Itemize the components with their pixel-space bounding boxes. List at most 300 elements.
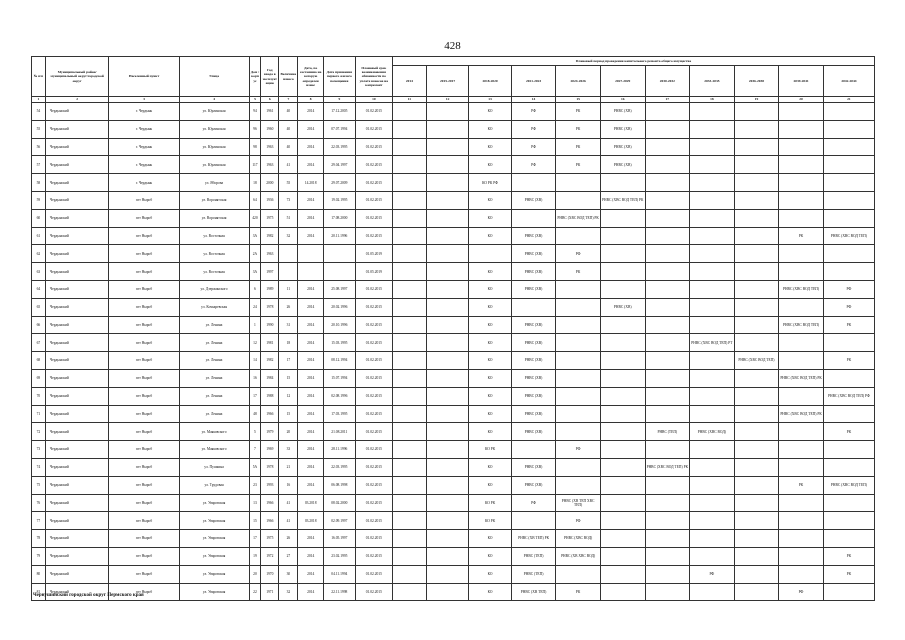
cell-period [734, 263, 779, 281]
cell-year: 1990 [261, 316, 279, 334]
cell-wear: 31 [279, 316, 298, 334]
cell-year: 1969 [261, 441, 279, 459]
cell-period: КО [469, 209, 511, 227]
cell-wear: 40 [279, 138, 298, 156]
cell-settlement: пгт Ныроб [109, 441, 179, 459]
cell-emergency-date: 06.08.1998 [323, 476, 355, 494]
cell-term: 01.02.2015 [355, 369, 392, 387]
cell-wear-date [298, 263, 323, 281]
cell-period: КО [469, 156, 511, 174]
cell-period [779, 512, 824, 530]
cell-period [392, 423, 426, 441]
table-row [32, 298, 875, 316]
cell-wear: 73 [279, 191, 298, 209]
table-row [32, 316, 875, 334]
cell-municipality: Чердынский [45, 369, 109, 387]
cell-period [690, 156, 735, 174]
cell-period: РФ [556, 245, 601, 263]
cell-period: РФ [511, 494, 556, 512]
cell-period [823, 245, 874, 263]
cell-period [823, 405, 874, 423]
cell-house: 5 [249, 423, 261, 441]
cell-period: РК [556, 156, 601, 174]
cell-year: 1975 [261, 209, 279, 227]
cell-period: КО РК [469, 512, 511, 530]
cell-period: КО [469, 369, 511, 387]
column-number: 1 [32, 97, 46, 103]
cell-wear-date: 2014 [298, 120, 323, 138]
cell-period [556, 405, 601, 423]
cell-year: 1963 [261, 156, 279, 174]
table-row [32, 138, 875, 156]
cell-period [779, 263, 824, 281]
cell-period [392, 565, 426, 583]
cell-wear-date: 2014 [298, 352, 323, 370]
cell-municipality: Чердынский [45, 352, 109, 370]
cell-house: 94 [249, 103, 261, 121]
cell-period [779, 530, 824, 548]
cell-period [690, 530, 735, 548]
cell-period [392, 316, 426, 334]
cell-house: 3А [249, 227, 261, 245]
cell-settlement: пгт Ныроб [109, 547, 179, 565]
cell-period: РК [556, 263, 601, 281]
cell-period [556, 352, 601, 370]
cell-period [556, 191, 601, 209]
cell-term: 01.02.2015 [355, 458, 392, 476]
cell-period [426, 494, 468, 512]
cell-settlement: г. Чердынь [109, 120, 179, 138]
column-number: 7 [279, 97, 298, 103]
cell-period [556, 476, 601, 494]
cell-period [645, 334, 690, 352]
cell-period [645, 138, 690, 156]
cell-wear-date: 14.2018 [298, 174, 323, 192]
cell-wear: 41 [279, 512, 298, 530]
cell-settlement: пгт Ныроб [109, 423, 179, 441]
cell-term: 01.02.2015 [355, 352, 392, 370]
cell-emergency-date: 23.02.1995 [323, 547, 355, 565]
header-period-3: 2021-2023 [511, 66, 556, 97]
cell-street: ул. Ленина [179, 334, 249, 352]
cell-period: РНВС (ХВС ВОД ТЕП) РК [600, 191, 645, 209]
cell-period [426, 174, 468, 192]
cell-period [645, 316, 690, 334]
cell-house: 7 [249, 441, 261, 459]
table-header [32, 57, 875, 103]
cell-year: 1982 [261, 227, 279, 245]
cell-period [823, 103, 874, 121]
cell-year: 1984 [261, 369, 279, 387]
cell-street: ул. Маяковского [179, 423, 249, 441]
cell-period [734, 476, 779, 494]
cell-house: 17 [249, 387, 261, 405]
cell-municipality: Чердынский [45, 280, 109, 298]
table-row [32, 227, 875, 245]
header-no: № п/п [32, 57, 46, 97]
cell-municipality: Чердынский [45, 512, 109, 530]
cell-period [779, 209, 824, 227]
cell-period [600, 263, 645, 281]
cell-municipality: Чердынский [45, 174, 109, 192]
cell-house: 96 [249, 120, 261, 138]
cell-period [690, 138, 735, 156]
cell-street: ул. Пушкина [179, 458, 249, 476]
cell-period [392, 494, 426, 512]
cell-period: РНВС (ХВ) [511, 458, 556, 476]
cell-emergency-date: 22.03.1995 [323, 138, 355, 156]
cell-period: КО РК [469, 441, 511, 459]
cell-period: РНВС (ХВС ВОД) [556, 530, 601, 548]
cell-period [392, 334, 426, 352]
cell-wear: 26 [279, 298, 298, 316]
cell-period: РК [823, 547, 874, 565]
cell-period [426, 103, 468, 121]
cell-period [823, 138, 874, 156]
cell-period [823, 156, 874, 174]
capital-repair-table [31, 56, 875, 601]
cell-period [469, 245, 511, 263]
column-number: 21 [823, 97, 874, 103]
cell-period: РНВС (ХВС ВОД ТЕП) [779, 316, 824, 334]
table-row [32, 565, 875, 583]
cell-period [556, 280, 601, 298]
cell-period: РНВС (ХВС ВОД ТЕП) [823, 227, 874, 245]
cell-year: 1982 [261, 352, 279, 370]
cell-period [426, 298, 468, 316]
cell-period: РНВС (ХВС ВОД ТЕП) РФ [823, 387, 874, 405]
cell-period [600, 387, 645, 405]
cell-emergency-date: 22.11.1998 [323, 583, 355, 601]
cell-period [600, 441, 645, 459]
cell-period: РНВС (ХВС ВОД ТЕП) РТ [690, 334, 735, 352]
cell-period: РНВС (ХВ) [600, 298, 645, 316]
cell-period [392, 245, 426, 263]
cell-period: РК [823, 352, 874, 370]
cell-house: 15 [249, 512, 261, 530]
cell-street: ул. Ленина [179, 352, 249, 370]
cell-house: 22 [249, 583, 261, 601]
cell-period [690, 369, 735, 387]
cell-period: РК [779, 476, 824, 494]
cell-term: 01.02.2015 [355, 334, 392, 352]
cell-period: КО [469, 530, 511, 548]
table-row [32, 494, 875, 512]
cell-period [426, 441, 468, 459]
cell-period [600, 334, 645, 352]
column-number: 16 [600, 97, 645, 103]
cell-period [392, 191, 426, 209]
cell-period [779, 245, 824, 263]
cell-emergency-date [323, 263, 355, 281]
cell-period: КО РК РФ [469, 174, 511, 192]
cell-term: 01.02.2015 [355, 441, 392, 459]
cell-year: 1966 [261, 494, 279, 512]
column-number: 11 [392, 97, 426, 103]
cell-wear-date: 03.2018 [298, 494, 323, 512]
cell-period: РНВС (ТЕП) [511, 565, 556, 583]
cell-period [645, 191, 690, 209]
table-row [32, 476, 875, 494]
cell-municipality: Чердынский [45, 245, 109, 263]
cell-wear-date [298, 245, 323, 263]
cell-municipality: Чердынский [45, 583, 109, 601]
cell-period [556, 227, 601, 245]
cell-period [779, 441, 824, 459]
table-row [32, 583, 875, 601]
cell-period: РФ [556, 441, 601, 459]
cell-term: 01.02.2015 [355, 583, 392, 601]
cell-period [392, 298, 426, 316]
cell-period [600, 530, 645, 548]
cell-period [511, 209, 556, 227]
cell-period [823, 494, 874, 512]
cell-wear: 11 [279, 280, 298, 298]
cell-period [392, 120, 426, 138]
cell-period [392, 583, 426, 601]
column-number: 6 [261, 97, 279, 103]
column-number: 14 [511, 97, 556, 103]
cell-period [600, 174, 645, 192]
cell-municipality: Чердынский [45, 103, 109, 121]
column-number: 13 [469, 97, 511, 103]
cell-wear: 33 [279, 441, 298, 459]
cell-municipality: Чердынский [45, 263, 109, 281]
cell-period [779, 547, 824, 565]
cell-period [823, 530, 874, 548]
cell-period: РК [556, 103, 601, 121]
cell-period [511, 174, 556, 192]
cell-period: РНВС (ХВС ВОД ТЕП) РК [779, 369, 824, 387]
cell-period [426, 405, 468, 423]
cell-period [734, 441, 779, 459]
cell-period [392, 280, 426, 298]
cell-period [426, 530, 468, 548]
cell-period: РНВС (ХВС ВОД ТЕП) [823, 476, 874, 494]
cell-house: 5А [249, 458, 261, 476]
cell-period [600, 547, 645, 565]
cell-settlement: пгт Ныроб [109, 565, 179, 583]
cell-period [690, 298, 735, 316]
cell-period: РНВС (ТЕП) [645, 423, 690, 441]
cell-settlement: пгт Ныроб [109, 476, 179, 494]
cell-period: КО [469, 316, 511, 334]
cell-municipality: Чердынский [45, 138, 109, 156]
cell-period [734, 103, 779, 121]
column-number: 9 [323, 97, 355, 103]
cell-wear-date: 2014 [298, 441, 323, 459]
table-row [32, 245, 875, 263]
table-row [32, 441, 875, 459]
cell-emergency-date: 22.03.1995 [323, 458, 355, 476]
cell-house: 2А [249, 245, 261, 263]
table-row [32, 387, 875, 405]
cell-period [600, 316, 645, 334]
cell-period: РНВС (ХВ) [511, 405, 556, 423]
cell-period: РК [823, 316, 874, 334]
cell-period [690, 263, 735, 281]
cell-year: 1978 [261, 298, 279, 316]
cell-street: ул. Восточная [179, 263, 249, 281]
cell-period: РК [823, 423, 874, 441]
cell-street: ул. Уваровская [179, 512, 249, 530]
cell-street: ул. Уваровская [179, 530, 249, 548]
cell-period [645, 547, 690, 565]
cell-period: РФ [511, 120, 556, 138]
cell-emergency-date: 16.05.1997 [323, 530, 355, 548]
cell-period: КО [469, 565, 511, 583]
cell-period [600, 245, 645, 263]
cell-house: 117 [249, 156, 261, 174]
cell-period [823, 458, 874, 476]
cell-wear: 27 [279, 547, 298, 565]
cell-period [556, 334, 601, 352]
cell-period [426, 138, 468, 156]
cell-period: РК [556, 138, 601, 156]
table-row [32, 120, 875, 138]
cell-no: 54 [32, 103, 46, 121]
cell-period: РК [556, 120, 601, 138]
cell-wear: 41 [279, 494, 298, 512]
cell-period [392, 263, 426, 281]
header-house: Дом / корпус [249, 57, 261, 97]
cell-wear: 32 [279, 227, 298, 245]
cell-period [779, 156, 824, 174]
cell-house: 98 [249, 138, 261, 156]
cell-term: 01.02.2015 [355, 512, 392, 530]
column-number: 17 [645, 97, 690, 103]
cell-period [779, 120, 824, 138]
header-wear: Величина износа [279, 57, 298, 97]
table-row [32, 280, 875, 298]
cell-term: 01.02.2015 [355, 174, 392, 192]
cell-period [779, 334, 824, 352]
cell-no: 57 [32, 156, 46, 174]
cell-period: РНВС (ХВ) [511, 334, 556, 352]
cell-period [690, 352, 735, 370]
cell-no: 66 [32, 316, 46, 334]
cell-no: 68 [32, 352, 46, 370]
cell-term: 01.05.2019 [355, 245, 392, 263]
cell-term: 01.02.2015 [355, 405, 392, 423]
cell-period [600, 494, 645, 512]
cell-period [734, 423, 779, 441]
cell-no: 56 [32, 138, 46, 156]
cell-period [426, 263, 468, 281]
cell-emergency-date: 02.09.1997 [323, 512, 355, 530]
cell-term: 01.02.2015 [355, 476, 392, 494]
cell-period [426, 120, 468, 138]
cell-no: 58 [32, 174, 46, 192]
cell-term: 01.02.2015 [355, 547, 392, 565]
cell-period: РНВС (ХВС ВОД) [690, 423, 735, 441]
cell-period [392, 476, 426, 494]
cell-period [392, 103, 426, 121]
cell-house: 24 [249, 298, 261, 316]
cell-period [556, 174, 601, 192]
cell-period: РК [823, 565, 874, 583]
cell-year: 1989 [261, 280, 279, 298]
cell-period [600, 512, 645, 530]
cell-house: 12 [249, 334, 261, 352]
cell-emergency-date: 17.03.1995 [323, 405, 355, 423]
cell-period: КО [469, 191, 511, 209]
cell-settlement: пгт Ныроб [109, 583, 179, 601]
cell-no: 67 [32, 334, 46, 352]
header-wear-date: Дата, по состоянию на которую определен износ [298, 57, 323, 97]
header-period-2: 2018-2020 [469, 66, 511, 97]
cell-period [645, 280, 690, 298]
table-row [32, 512, 875, 530]
cell-emergency-date: 02.08.1996 [323, 387, 355, 405]
cell-year: 1978 [261, 458, 279, 476]
cell-period: РФ [511, 103, 556, 121]
cell-period [779, 174, 824, 192]
cell-settlement: г. Чердынь [109, 174, 179, 192]
cell-period [600, 352, 645, 370]
cell-period: КО [469, 280, 511, 298]
cell-emergency-date: 07.07.1994 [323, 120, 355, 138]
cell-no: 72 [32, 423, 46, 441]
cell-period [734, 583, 779, 601]
cell-period: КО [469, 263, 511, 281]
cell-period [556, 298, 601, 316]
cell-no: 69 [32, 369, 46, 387]
cell-no: 80 [32, 565, 46, 583]
cell-period [600, 565, 645, 583]
cell-period [645, 512, 690, 530]
cell-period: РНВС (ХВ ХВС ВОД) [556, 547, 601, 565]
cell-period: РНВС (ХВ) [511, 263, 556, 281]
cell-period [690, 245, 735, 263]
cell-street: ул. Юрлинская [179, 156, 249, 174]
cell-period: КО РК [469, 494, 511, 512]
cell-wear: 21 [279, 458, 298, 476]
cell-period [426, 227, 468, 245]
cell-wear-date: 2014 [298, 530, 323, 548]
cell-no: 63 [32, 263, 46, 281]
cell-wear-date: 2014 [298, 369, 323, 387]
cell-emergency-date: 29.07.2009 [323, 174, 355, 192]
cell-term: 01.02.2015 [355, 156, 392, 174]
cell-period [426, 583, 468, 601]
cell-period [645, 352, 690, 370]
cell-year: 1971 [261, 583, 279, 601]
cell-term: 01.02.2015 [355, 494, 392, 512]
cell-period [600, 423, 645, 441]
cell-period [426, 209, 468, 227]
table-body [32, 103, 875, 601]
cell-street: ул. Уваровская [179, 494, 249, 512]
cell-period [645, 387, 690, 405]
column-number: 19 [734, 97, 779, 103]
cell-period [734, 120, 779, 138]
cell-wear: 40 [279, 103, 298, 121]
cell-period [734, 494, 779, 512]
cell-period [392, 174, 426, 192]
cell-emergency-date: 20.02.1996 [323, 298, 355, 316]
cell-year: 1972 [261, 547, 279, 565]
cell-term: 01.02.2015 [355, 103, 392, 121]
cell-period [690, 191, 735, 209]
cell-period [645, 103, 690, 121]
cell-wear: 18 [279, 334, 298, 352]
cell-period [392, 405, 426, 423]
cell-house: 20 [249, 565, 261, 583]
cell-period: КО [469, 405, 511, 423]
cell-house: 420 [249, 209, 261, 227]
cell-emergency-date: 28.11.1996 [323, 441, 355, 459]
